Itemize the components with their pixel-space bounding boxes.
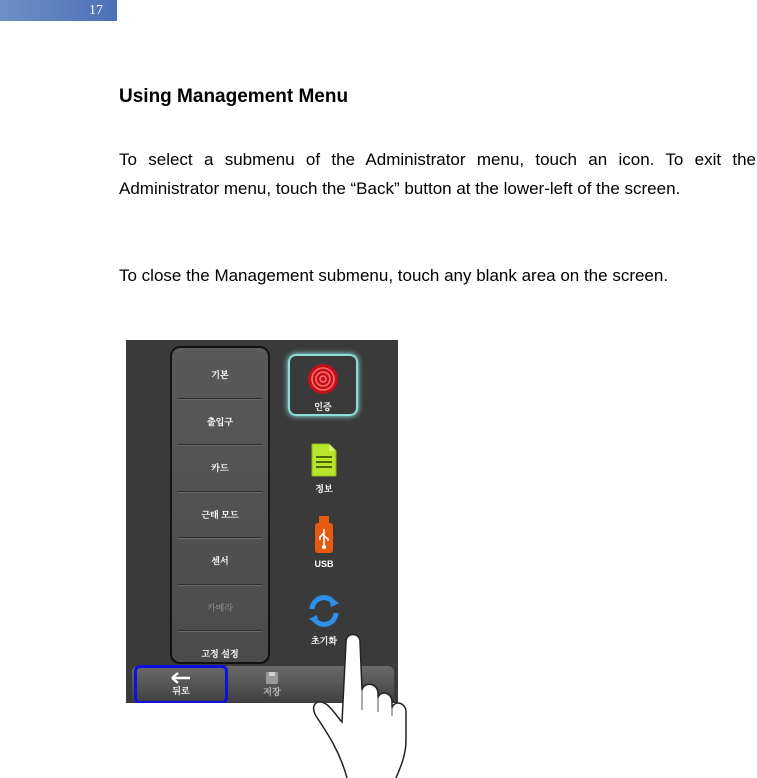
- submenu-item-basic[interactable]: 기본: [178, 352, 262, 399]
- info-button[interactable]: [289, 442, 359, 508]
- submenu-item-fixed-settings[interactable]: 고정 설정: [201, 649, 239, 660]
- submenu-item-door[interactable]: 출입구: [178, 399, 262, 446]
- submenu-item-card[interactable]: 카드: [178, 445, 262, 492]
- management-submenu: [170, 346, 270, 664]
- pointing-hand-icon: [300, 612, 420, 778]
- section-title: Using Management Menu: [119, 86, 349, 107]
- save-label: 저장: [263, 687, 281, 697]
- auth-label: 인증: [314, 402, 332, 412]
- submenu-item-sensor[interactable]: 센서: [178, 538, 262, 585]
- back-button[interactable]: [134, 665, 228, 703]
- submenu-item-tna-mode[interactable]: 근태 모드: [178, 492, 262, 539]
- fingerprint-icon: [306, 362, 340, 396]
- paragraph-select-submenu: To select a submenu of the Administrator menu, touch an icon. To exit the Administrator menu, touch the “Back” button at the lower-left of the screen.: [119, 150, 756, 198]
- page-number: 17: [0, 0, 117, 21]
- initialize-label: 초기화: [310, 636, 338, 646]
- back-arrow-icon: [170, 672, 192, 684]
- floppy-icon: [265, 671, 279, 685]
- usb-button[interactable]: [289, 515, 359, 581]
- info-label: 정보: [315, 484, 333, 494]
- usb-label: USB: [314, 559, 334, 569]
- paragraph-close-submenu: To close the Management submenu, touch any blank area on the screen.: [119, 266, 669, 285]
- auth-button[interactable]: [288, 354, 358, 416]
- document-icon: [309, 442, 339, 478]
- back-label: 뒤로: [172, 686, 190, 696]
- submenu-item-camera: 카메라: [178, 585, 262, 632]
- usb-icon: [312, 515, 336, 555]
